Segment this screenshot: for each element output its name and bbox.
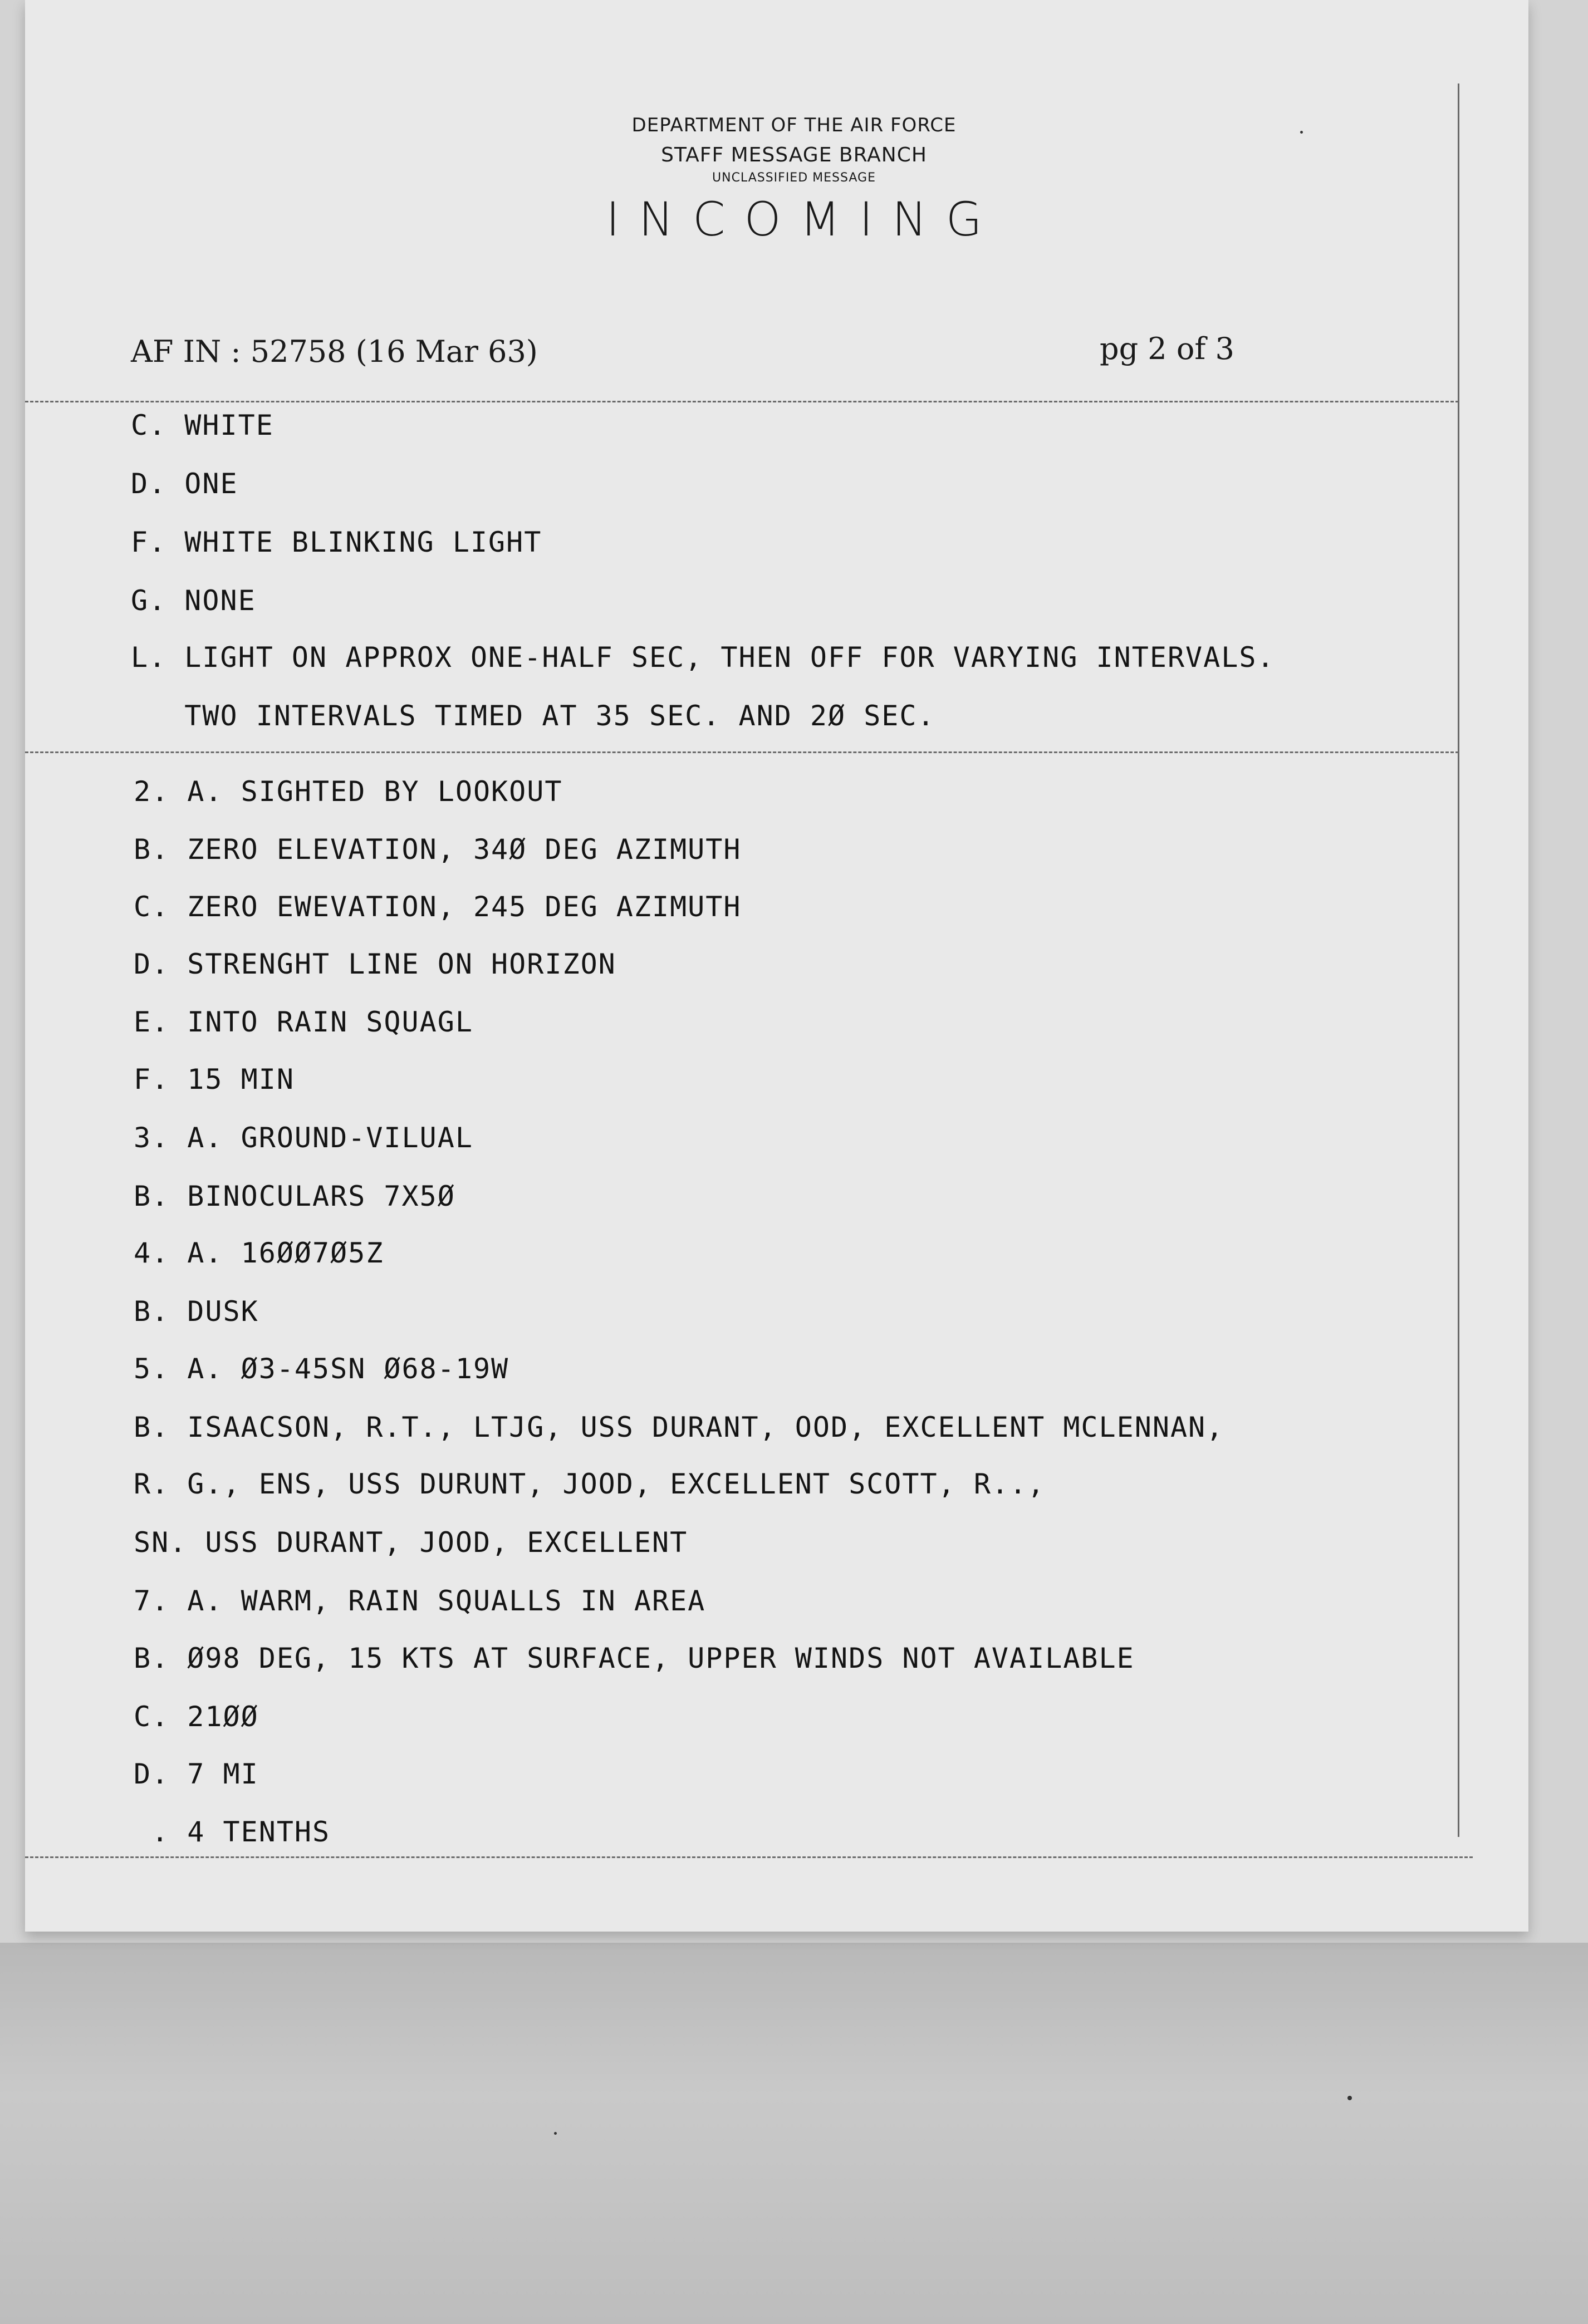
message-line: B. ZERO ELEVATION, 34Ø DEG AZIMUTH [134, 833, 742, 866]
message-line: D. 7 MI [134, 1758, 259, 1790]
separator-top [25, 401, 1459, 402]
separator-middle [25, 751, 1459, 753]
message-line: E. INTO RAIN SQUAGL [134, 1006, 473, 1038]
message-line: 2. A. SIGHTED BY LOOKOUT [134, 775, 563, 808]
message-line: F. WHITE BLINKING LIGHT [131, 526, 542, 558]
message-line: B. Ø98 DEG, 15 KTS AT SURFACE, UPPER WINDS NOT AVAILABLE [134, 1642, 1135, 1674]
branch-heading: STAFF MESSAGE BRANCH [661, 144, 927, 166]
dust-speck [1300, 131, 1303, 134]
message-line: B. ISAACSON, R.T., LTJG, USS DURANT, OOD, EXCELLENT MCLENNAN, [134, 1411, 1224, 1443]
message-line: 5. A. Ø3-45SN Ø68-19W [134, 1353, 509, 1385]
background-lower [0, 1943, 1588, 2324]
message-line: R. G., ENS, USS DURUNT, JOOD, EXCELLENT SCOTT, R.., [134, 1468, 1046, 1500]
department-heading: DEPARTMENT OF THE AIR FORCE [631, 114, 957, 136]
message-line: B. DUSK [134, 1295, 259, 1328]
document-title: INCOMING [606, 192, 1001, 247]
message-reference: AF IN : 52758 (16 Mar 63) [131, 334, 538, 369]
message-line: SN. USS DURANT, JOOD, EXCELLENT [134, 1526, 688, 1559]
message-line: C. 21ØØ [134, 1701, 259, 1733]
dust-speck [1347, 2096, 1352, 2100]
message-line: F. 15 MIN [134, 1063, 295, 1095]
message-line: . 4 TENTHS [134, 1816, 331, 1848]
message-line: G. NONE [131, 584, 256, 617]
message-line: TWO INTERVALS TIMED AT 35 SEC. AND 2Ø SEC. [131, 700, 935, 732]
message-line: C. WHITE [131, 409, 274, 441]
page-fold-edge [1458, 83, 1459, 1837]
message-line: D. ONE [131, 468, 238, 500]
message-line: B. BINOCULARS 7X5Ø [134, 1180, 455, 1212]
message-line: L. LIGHT ON APPROX ONE-HALF SEC, THEN OFF FOR VARYING INTERVALS. [131, 641, 1275, 674]
separator-bottom [25, 1856, 1473, 1858]
message-line: 7. A. WARM, RAIN SQUALLS IN AREA [134, 1585, 706, 1617]
page-number: pg 2 of 3 [1100, 331, 1234, 366]
message-line: C. ZERO EWEVATION, 245 DEG AZIMUTH [134, 891, 742, 923]
classification-label: UNCLASSIFIED MESSAGE [712, 171, 876, 185]
message-line: 3. A. GROUND-VILUAL [134, 1122, 473, 1154]
message-line: D. STRENGHT LINE ON HORIZON [134, 948, 616, 980]
dust-speck [554, 2132, 557, 2135]
message-line: 4. A. 16ØØ7Ø5Z [134, 1237, 384, 1269]
